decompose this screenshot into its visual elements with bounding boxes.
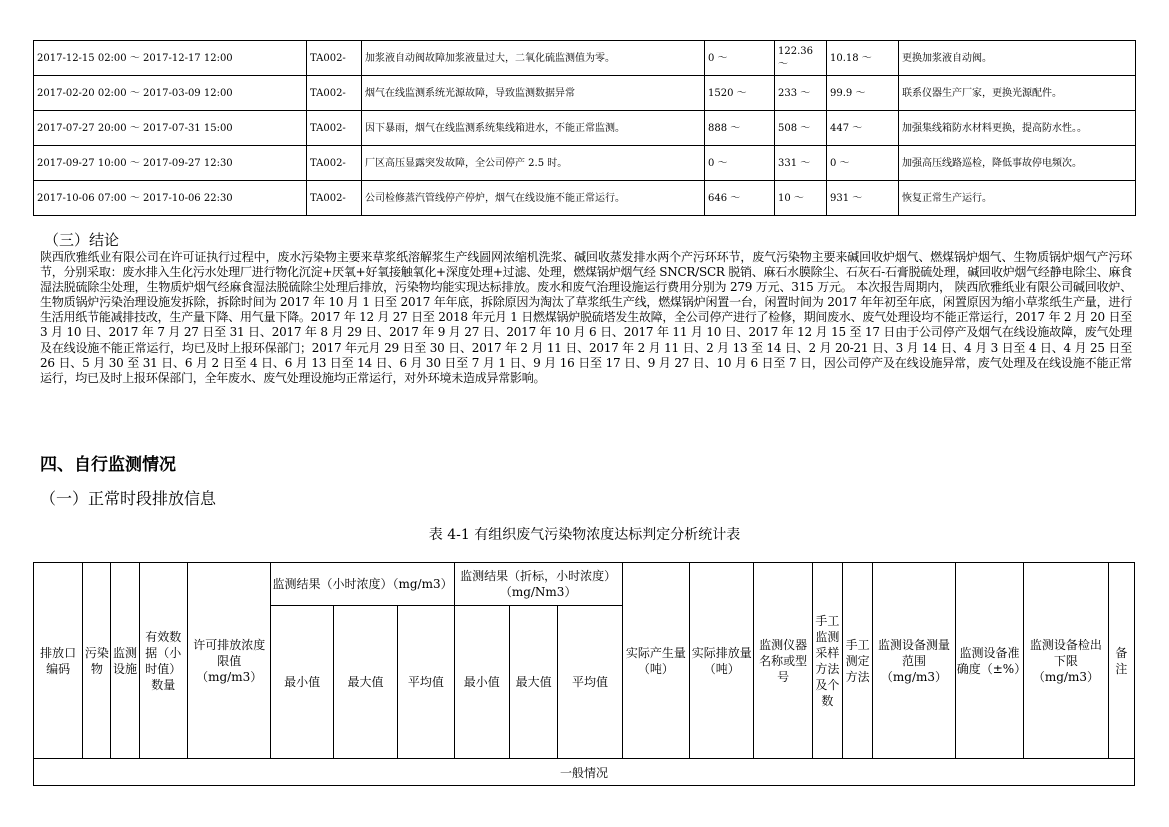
fault-v2-cell: 508 ～: [775, 111, 827, 146]
fault-v1-cell: 0 ～: [705, 41, 775, 76]
fault-period-cell: 2017-12-15 02:00 ～ 2017-12-17 12:00: [34, 41, 307, 76]
fault-reason-cell: 烟气在线监测系统光源故障，导致监测数据异常: [362, 76, 705, 111]
header-pollutant: 污染物: [83, 563, 111, 759]
fault-outlet-cell: TA002-: [307, 111, 362, 146]
header-converted-min: 最小值: [454, 606, 509, 759]
fault-v2-cell: 331 ～: [775, 146, 827, 181]
fault-v1-cell: 1520 ～: [705, 76, 775, 111]
fault-measure-cell: 联系仪器生产厂家，更换光源配件。: [899, 76, 1136, 111]
header-accuracy: 监测设备准确度（±%）: [955, 563, 1023, 759]
header-valid-data-count: 有效数据（小时值）数量: [139, 563, 187, 759]
header-monitoring-facility: 监测设施: [111, 563, 139, 759]
header-group-converted: 监测结果（折标，小时浓度）（mg/Nm3）: [454, 563, 622, 606]
header-instrument: 监测仪器名称或型号: [754, 563, 812, 759]
table-row: [34, 76, 1136, 111]
header-manual-method: 手工测定方法: [843, 563, 873, 759]
header-actual-emission: 实际排放量（吨）: [690, 563, 754, 759]
header-permit-limit: 许可排放浓度限值（mg/m3）: [187, 563, 271, 759]
section-heading-conclusion: （三）结论: [44, 231, 120, 249]
fault-v2-cell: 233 ～: [775, 76, 827, 111]
header-outlet-code: 排放口编码: [34, 563, 83, 759]
fault-reason-cell: 加浆液自动阀故障加浆液量过大，二氧化硫监测值为零。: [362, 41, 705, 76]
header-actual-output: 实际产生量（吨）: [622, 563, 689, 759]
fault-measure-cell: 加强集线箱防水材料更换，提高防水性。。: [899, 111, 1136, 146]
header-converted-avg: 平均值: [558, 606, 622, 759]
table-caption: 表 4-1 有组织废气污染物浓度达标判定分析统计表: [428, 527, 741, 543]
header-hourly-avg: 平均值: [398, 606, 454, 759]
fault-measure-cell: 恢复正常生产运行。: [899, 181, 1136, 216]
fault-v3-cell: 447 ～: [827, 111, 899, 146]
table-row: [34, 146, 1136, 181]
conclusion-paragraph: 陕西欣雅纸业有限公司在许可证执行过程中，废水污染物主要来草浆纸溶解浆生产线圆网浓缩机洗浆、碱回收蒸发排水两个产污环环节，废气污染物主要来碱回收炉烟气、燃煤锅炉烟气、生物质锅炉烟气产污环节，分别采取：废水排入生化污水处理厂进行物化沉淀+厌氧+好氧接触氧化+深度处理+过滤、处理，燃煤锅炉烟气经 SNCR/SCR 脱销、麻石水膜除尘、石灰石-石膏脱硫处理，碱回收炉烟气经静电除尘、麻食湿法脱硫除尘处理，生物质炉烟气经麻食湿法脱硫除尘处理后排放，污染物均能实现达标排放。废水和废气治理设施运行费用分别为 279 万元、315 万元。 本次报告周期内， 陕西欣雅纸业有限公司碱回收炉、生物质锅炉污染治理设施发拆除，拆除时间为 2017 年 10 月 1 日至 2017 年年底，拆除原因为淘汰了草浆纸生产线，燃煤锅炉闲置一台，闲置时间为 2017 年年初至年底，闲置原因为缩小草浆纸生产量，进行生活用纸节能减排技改，生产量下降、用气量下降。2017 年 12 月 27 日至 2018 年元月 1 日燃煤锅炉脱硫塔发生故障，全公司停产进行了检修，期间废水、废气处理设均不能正常运行，2017 年 2 月 20 日至 3 月 10 日、2017 年 7 月 27 日至 31 日、2017 年 8 月 29 日、2017 年 9 月 27 日、2017 年 10 月 6 日、2017 年 11 月 10 日、2017 年 12 月 15 至 17 日由于公司停产及烟气在线设施故障，废气处理及在线设施不能正常运行，均已及时上报环保部门；2017 年元月 29 日至 30 日、2017 年 2 月 11 日、2017 年 2 月 11 日、2 月 13 至 14 日、2 月 20-21 日、3 月 14 日、4 月 3 日至 4 日、4 月 25 日至 26 日、5 月 30 至 31 日、6 月 2 日至 4 日、6 月 13 日至 14 日、6 月 30 日至 7 月 1 日、9 月 16 日至 17 日、9 月 27 日、10 月 6 日至 7 日，因公司停产及在线设施异常，废气处理及在线设施不能正常运行，均已及时上报环保部门，全年废水、废气处理设施均正常运行，对外环境未造成异常影响。: [40, 250, 1132, 385]
stats-general-row: [34, 759, 1135, 786]
header-hourly-min: 最小值: [271, 606, 333, 759]
fault-period-cell: 2017-02-20 02:00 ～ 2017-03-09 12:00: [34, 76, 307, 111]
fault-v1-cell: 646 ～: [705, 181, 775, 216]
fault-period-cell: 2017-10-06 07:00 ～ 2017-10-06 22:30: [34, 181, 307, 216]
section-heading-normal-emission: （一）正常时段排放信息: [40, 489, 217, 508]
header-hourly-max: 最大值: [333, 606, 397, 759]
stats-header-row-1: [34, 563, 1135, 606]
table-row: [34, 41, 1136, 76]
fault-v3-cell: 931 ～: [827, 181, 899, 216]
fault-v1-cell: 0 ～: [705, 146, 775, 181]
fault-outlet-cell: TA002-: [307, 146, 362, 181]
fault-v3-cell: 99.9 ～: [827, 76, 899, 111]
header-converted-max: 最大值: [509, 606, 557, 759]
fault-v2-cell: 122.36 ～: [775, 41, 827, 76]
table-row: [34, 181, 1136, 216]
chapter-heading-self-monitoring: 四、自行监测情况: [40, 455, 176, 475]
emission-stats-table: [33, 562, 1135, 786]
fault-measure-cell: 更换加浆液自动阀。: [899, 41, 1136, 76]
header-detection-limit: 监测设备检出下限（mg/m3）: [1024, 563, 1109, 759]
fault-period-cell: 2017-07-27 20:00 ～ 2017-07-31 15:00: [34, 111, 307, 146]
header-manual-sampling: 手工监测采样方法及个数: [812, 563, 842, 759]
fault-reason-cell: 厂区高压显露突发故障，全公司停产 2.5 时。: [362, 146, 705, 181]
header-measure-range: 监测设备测量范围（mg/m3）: [873, 563, 956, 759]
fault-record-table: [33, 40, 1136, 216]
fault-v3-cell: 10.18 ～: [827, 41, 899, 76]
fault-measure-cell: 加强高压线路巡检，降低事故停电频次。: [899, 146, 1136, 181]
fault-reason-cell: 因下暴雨，烟气在线监测系统集线箱进水，不能正常监测。: [362, 111, 705, 146]
fault-reason-cell: 公司检修蒸汽管线停产停炉，烟气在线设施不能正常运行。: [362, 181, 705, 216]
fault-v2-cell: 10 ～: [775, 181, 827, 216]
fault-outlet-cell: TA002-: [307, 181, 362, 216]
header-note: 备注: [1108, 563, 1134, 759]
fault-period-cell: 2017-09-27 10:00 ～ 2017-09-27 12:30: [34, 146, 307, 181]
fault-record-body: [34, 41, 1136, 216]
fault-v1-cell: 888 ～: [705, 111, 775, 146]
header-group-hourly: 监测结果（小时浓度）（mg/m3）: [271, 563, 454, 606]
table-row: [34, 111, 1136, 146]
fault-v3-cell: 0 ～: [827, 146, 899, 181]
general-situation-cell: 一般情况: [34, 759, 1135, 786]
fault-outlet-cell: TA002-: [307, 41, 362, 76]
fault-outlet-cell: TA002-: [307, 76, 362, 111]
